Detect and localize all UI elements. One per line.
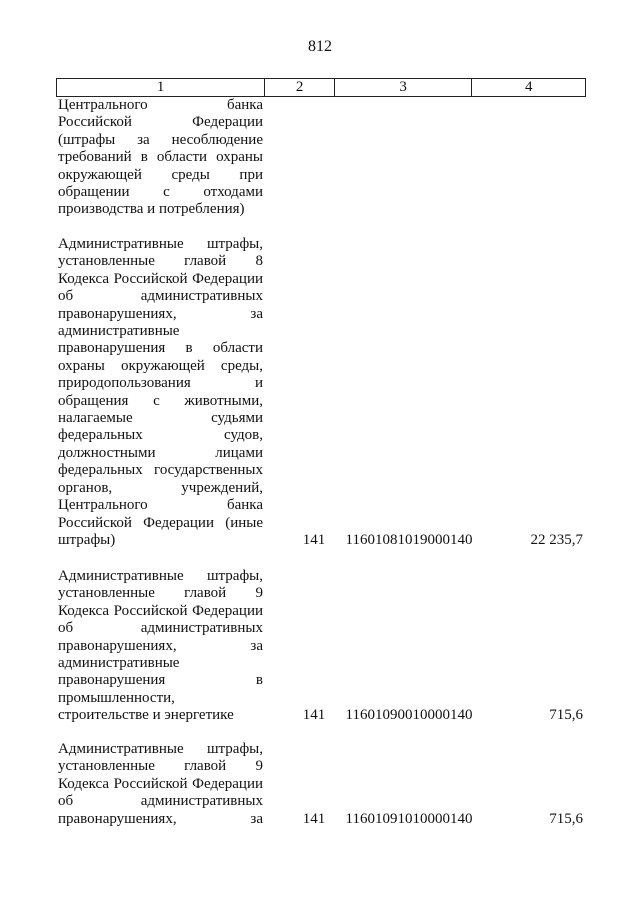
description-line: Кодекса Российской Федерации	[58, 270, 263, 287]
description-line: федеральных государственных	[58, 462, 263, 479]
description-line: охраны окружающей среды,	[58, 357, 263, 374]
admin-code: 141	[302, 707, 326, 723]
description-line: об административных	[58, 288, 263, 305]
description-line: требований в области охраны	[58, 149, 263, 166]
description-line: Административные штрафы,	[58, 741, 263, 757]
description-line: административные	[58, 323, 180, 340]
description-line: Центрального банка	[58, 497, 263, 514]
row-description	[58, 236, 263, 549]
description-line: обращения с животными,	[58, 392, 263, 409]
description-line: обращении с отходами	[58, 184, 263, 201]
description-line: об административных	[58, 620, 263, 637]
table-row	[58, 97, 586, 219]
admin-code: 141	[302, 811, 326, 827]
amount-value: 22 235,7	[530, 532, 583, 548]
description-line: правонарушения в	[58, 672, 263, 689]
description-line: об административных	[58, 793, 263, 810]
description-line: Административные штрафы,	[58, 236, 263, 252]
description-line: правонарушениях, за	[58, 305, 263, 322]
description-line: (штрафы за несоблюдение	[58, 131, 263, 148]
description-line: Центрального банка	[58, 97, 263, 113]
amount-value: 715,6	[549, 811, 583, 827]
page-number: 812	[308, 38, 332, 55]
table-header	[56, 78, 586, 97]
description-line: органов, учреждений,	[58, 479, 263, 496]
row-description	[58, 568, 263, 725]
description-line: правонарушения в области	[58, 340, 263, 357]
description-line: Кодекса Российской Федерации	[58, 775, 263, 792]
description-line: природопользования и	[58, 375, 263, 392]
row-description	[58, 741, 263, 828]
header-col-2: 2	[265, 79, 335, 96]
description-line: должностными лицами	[58, 444, 263, 461]
description-line: окружающей среды при	[58, 166, 263, 183]
budget-classification-code: 11601081019000140	[345, 532, 473, 548]
amount-value: 715,6	[549, 707, 583, 723]
description-line: установленные главой 9	[58, 758, 263, 775]
description-line: правонарушениях, за	[58, 810, 263, 827]
description-line: промышленности,	[58, 689, 175, 706]
description-line: Российской Федерации (иные	[58, 514, 263, 531]
budget-classification-code: 11601090010000140	[345, 707, 473, 723]
description-line: налагаемые судьями	[58, 410, 263, 427]
description-line: Российской Федерации	[58, 114, 263, 131]
row-description	[58, 97, 263, 219]
description-line: Административные штрафы,	[58, 568, 263, 584]
admin-code: 141	[302, 532, 326, 548]
table-row	[58, 741, 586, 828]
description-line: правонарушениях, за	[58, 637, 263, 654]
description-line: установленные главой 8	[58, 253, 263, 270]
header-col-4: 4	[524, 79, 533, 95]
description-line: Кодекса Российской Федерации	[58, 602, 263, 619]
budget-classification-code: 11601091010000140	[345, 811, 473, 827]
description-line: производства и потребления)	[58, 201, 245, 218]
description-line: установленные главой 9	[58, 585, 263, 602]
table-row	[58, 568, 586, 725]
header-col-3: 3	[335, 79, 472, 96]
header-col-1: 1	[57, 79, 265, 96]
description-line: штрафы)	[58, 531, 116, 548]
table-row	[58, 236, 586, 549]
description-line: федеральных судов,	[58, 427, 263, 444]
description-line: административные	[58, 655, 180, 672]
description-line: строительстве и энергетике	[58, 707, 234, 724]
